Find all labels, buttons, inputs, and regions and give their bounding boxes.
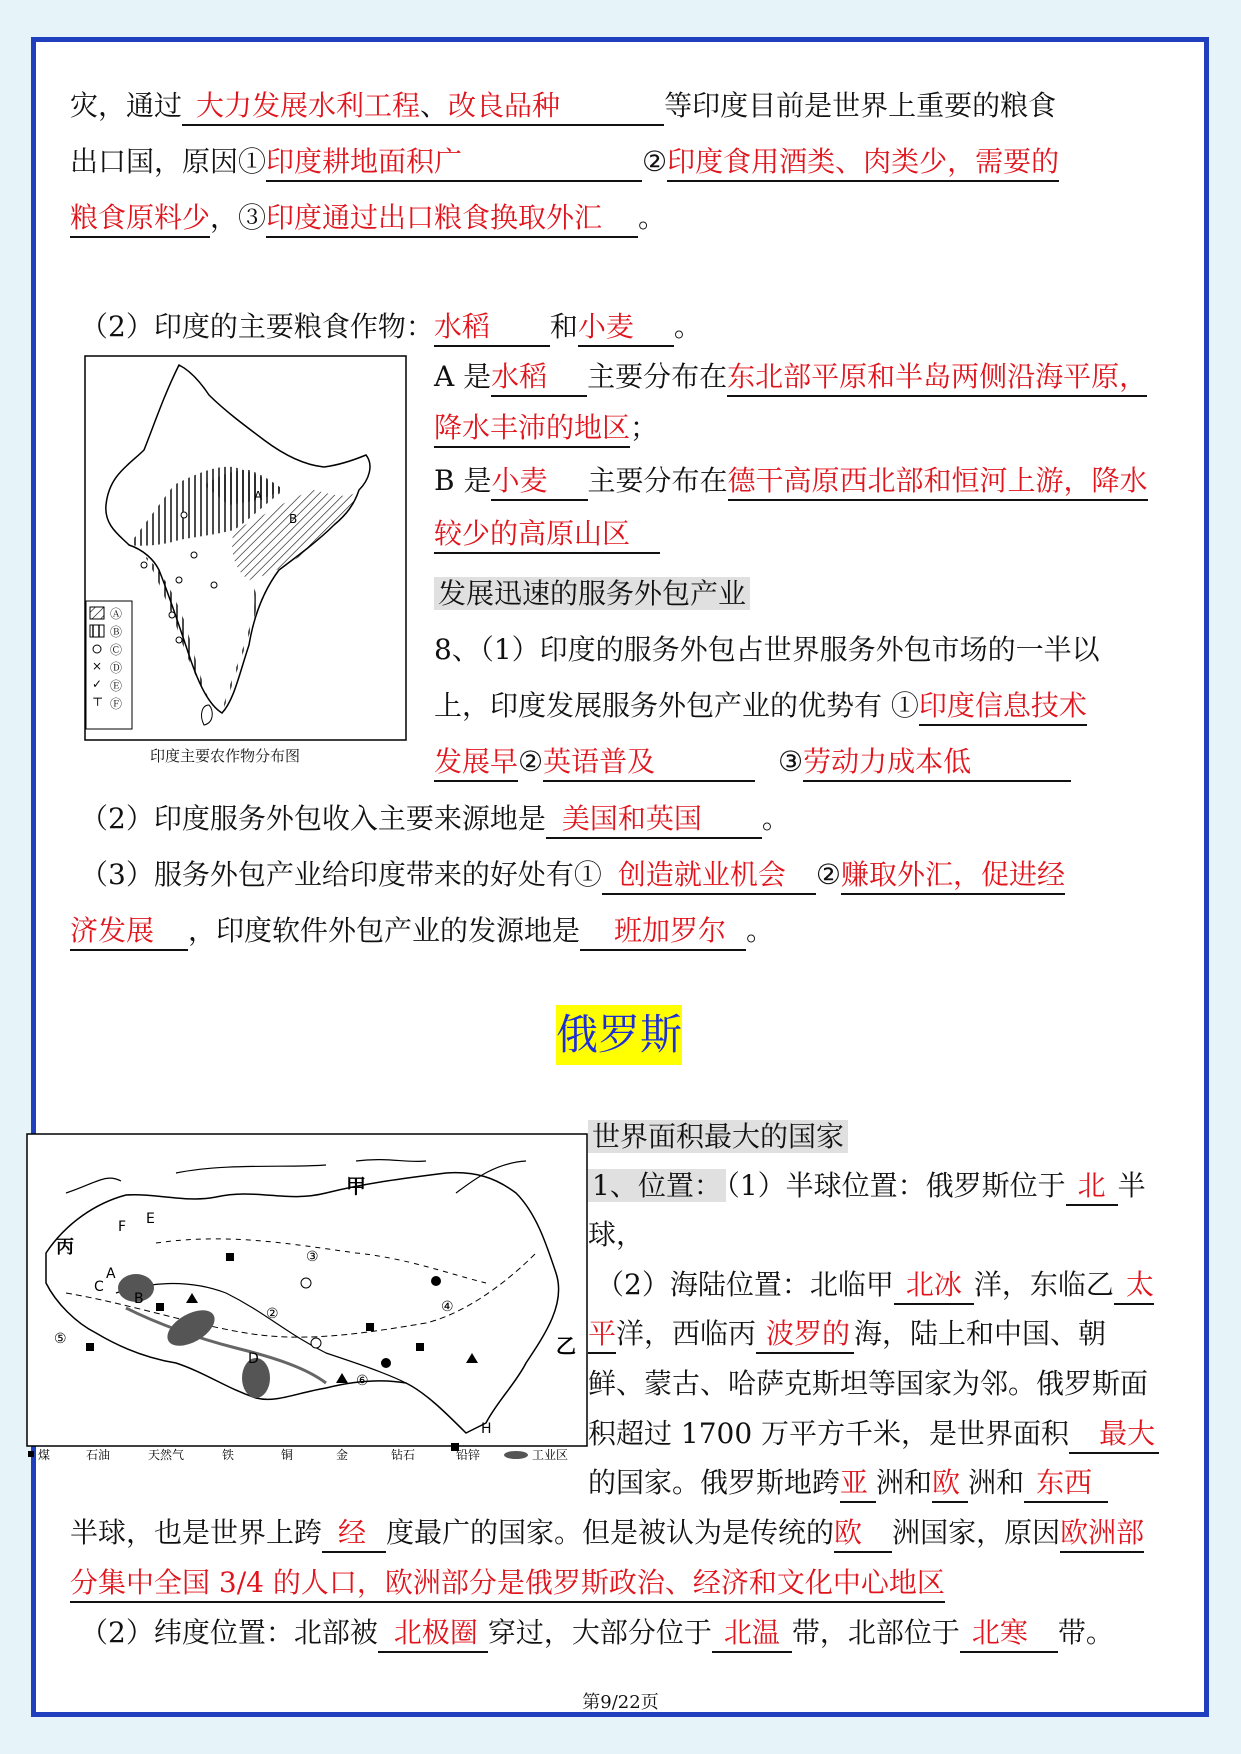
russia-map-label-h: H [481,1421,492,1437]
q8-3-line-1: （3）服务外包产业给印度带来的好处有① 创造就业机会 ②赚取外汇，促进经 [80,855,1065,895]
india-legend-c: Ⓒ [110,643,123,657]
india-legend-a: Ⓐ [110,607,123,621]
legend-industrial: 工业区 [532,1448,569,1462]
q8-line-1: 8、（1）印度的服务外包占世界服务外包市场的一半以 [434,633,1100,666]
russia-heading: 世界面积最大的国家 [588,1117,848,1157]
russia-map-label-a: A [106,1266,116,1282]
india-crop-map [84,355,407,741]
q8-2-line: （2）印度服务外包收入主要来源地是 美国和英国 。 [80,799,790,839]
legend-coal: 煤 [38,1448,51,1462]
russia-map-label-d: D [248,1351,259,1367]
rice-line-1: A 是水稻 主要分布在东北部平原和半岛两侧沿海平原， [434,357,1147,397]
sea-land-line-3: 鲜、蒙古、哈萨克斯坦等国家为邻。俄罗斯面 [588,1367,1149,1400]
svg-text:✓: ✓ [92,677,103,691]
longitude-line-1: 半球，也是世界上跨 经 度最广的国家。但是被认为是传统的欧 洲国家，原因欧洲部 [70,1513,1144,1553]
rice-line-2: 降水丰沛的地区； [434,408,658,448]
legend-diamond: 钻石 [391,1448,416,1462]
legend-iron: 铁 [222,1448,235,1462]
russia-map-label-6: ⑥ [356,1373,369,1389]
russia-map-label-yi: 乙 [556,1334,576,1358]
text-line-1: 灾，通过 大力发展水利工程、改良品种 等印度目前是世界上重要的粮食 [70,86,1056,126]
svg-text:×: × [92,659,103,673]
text-line-3: 粮食原料少，③印度通过出口粮食换取外汇 。 [70,198,666,238]
legend-copper: 铜 [281,1448,294,1462]
legend-gas: 天然气 [148,1448,185,1462]
russia-map-label-2: ② [266,1306,279,1322]
russia-title: 俄罗斯 [556,1005,682,1065]
india-legend-d: Ⓓ [110,661,123,675]
india-map-label-b: B [289,512,298,526]
legend-oil: 石油 [86,1448,111,1462]
russia-map-label-bing: 丙 [56,1237,74,1258]
russia-map-label-jia: 甲 [346,1174,366,1198]
india-map-caption: 印度主要农作物分布图 [150,747,301,765]
section-title-outsourcing: 发展迅速的服务外包产业 [434,574,750,614]
russia-map-label-4: ④ [441,1299,454,1315]
latitude-line: （2）纬度位置：北部被 北极圈 穿过，大部分位于 北温 带，北部位于 北寒 带。 [80,1613,1114,1653]
legend-gold: 金 [336,1448,349,1462]
india-map-label-a: A [254,489,263,503]
q8-line-2: 上，印度发展服务外包产业的优势有 ①印度信息技术 [434,686,1087,726]
longitude-line-2: 分集中全国 3/4 的人口，欧洲部分是俄罗斯政治、经济和文化中心地区 [70,1563,945,1603]
sea-land-line-5: 的国家。俄罗斯地跨亚 洲和欧 洲和 东西 [588,1463,1108,1503]
sea-land-line-1: （2）海陆位置：北临甲 北冰 洋，东临乙 太 [596,1265,1154,1305]
india-legend-f: Ⓕ [110,697,123,711]
sea-land-line-4: 积超过 1700 万平方千米，是世界面积 最大 [588,1414,1159,1454]
russia-map-label-3: ③ [306,1249,319,1265]
sea-land-line-2: 平洋，西临丙 波罗的 海，陆上和中国、朝 [588,1314,1106,1354]
russia-map-label-e: E [146,1211,155,1227]
legend-leadzinc: 铅锌 [456,1448,481,1462]
india-legend-b: Ⓑ [110,625,123,639]
position-line-1: 1、位置： （1）半球位置：俄罗斯位于 北 半 [588,1166,1146,1206]
russia-resource-map [26,1133,588,1463]
wheat-line-1: B 是小麦 主要分布在德干高原西北部和恒河上游，降水 [434,461,1148,501]
position-line-2: 球， [588,1218,645,1251]
q8-line-3: 发展早②英语普及 ③劳动力成本低 [434,742,1071,782]
russia-map-label-b: B [134,1291,144,1307]
page-number: 第9/22页 [582,1692,659,1713]
text-line-2: 出口国，原因①印度耕地面积广 ②印度食用酒类、肉类少，需要的 [70,142,1059,182]
crops-question: （2）印度的主要粮食作物：水稻 和小麦 。 [80,307,702,347]
russia-map-label-c: C [94,1279,104,1295]
russia-map-label-5: ⑤ [54,1331,67,1347]
svg-text:⊤: ⊤ [92,695,104,709]
india-legend-e: Ⓔ [110,679,123,693]
russia-map-label-f: F [118,1219,127,1235]
q8-3-line-2: 济发展 ，印度软件外包产业的发源地是 班加罗尔 。 [70,911,774,951]
wheat-line-2: 较少的高原山区 [434,514,660,554]
